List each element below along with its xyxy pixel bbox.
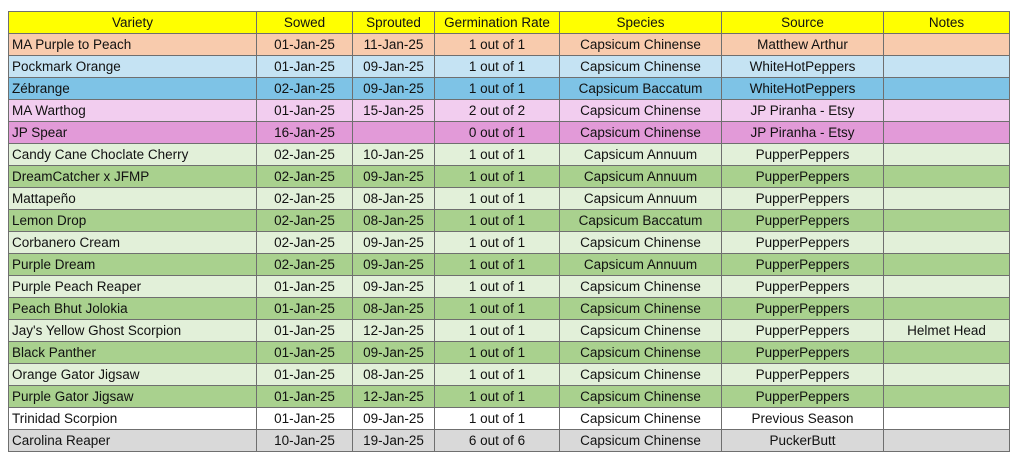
table-row — [9, 408, 1010, 430]
sprouted-cell[interactable]: 12-Jan-25 — [353, 386, 435, 408]
notes-cell[interactable] — [884, 34, 1010, 56]
sowed-cell[interactable]: 02-Jan-25 — [257, 144, 353, 166]
sowed-cell[interactable]: 01-Jan-25 — [257, 364, 353, 386]
sprouted-cell[interactable]: 09-Jan-25 — [353, 276, 435, 298]
germination-rate-cell[interactable]: 1 out of 1 — [435, 166, 560, 188]
table-row — [9, 144, 1010, 166]
species-cell[interactable]: Capsicum Chinense — [560, 122, 722, 144]
sowed-cell[interactable]: 02-Jan-25 — [257, 254, 353, 276]
sprouted-cell[interactable] — [353, 122, 435, 144]
notes-cell[interactable] — [884, 100, 1010, 122]
header-sprouted[interactable]: Sprouted — [353, 12, 435, 34]
variety-cell[interactable]: MA Purple to Peach — [9, 34, 257, 56]
source-cell[interactable]: Previous Season — [722, 408, 884, 430]
variety-cell[interactable]: Jay's Yellow Ghost Scorpion — [9, 320, 257, 342]
germination-rate-cell[interactable]: 2 out of 2 — [435, 100, 560, 122]
sprouted-cell[interactable]: 08-Jan-25 — [353, 188, 435, 210]
header-sowed[interactable]: Sowed — [257, 12, 353, 34]
notes-cell[interactable] — [884, 210, 1010, 232]
species-cell[interactable]: Capsicum Chinense — [560, 364, 722, 386]
sprouted-cell[interactable]: 09-Jan-25 — [353, 342, 435, 364]
sprouted-cell[interactable]: 09-Jan-25 — [353, 78, 435, 100]
table-row — [9, 100, 1010, 122]
species-cell[interactable]: Capsicum Chinense — [560, 320, 722, 342]
notes-cell[interactable] — [884, 122, 1010, 144]
sowed-cell[interactable]: 02-Jan-25 — [257, 166, 353, 188]
notes-cell[interactable] — [884, 276, 1010, 298]
variety-cell[interactable]: Mattapeño — [9, 188, 257, 210]
notes-cell[interactable] — [884, 342, 1010, 364]
source-cell[interactable]: Matthew Arthur — [722, 34, 884, 56]
notes-cell[interactable] — [884, 386, 1010, 408]
species-cell[interactable]: Capsicum Chinense — [560, 56, 722, 78]
species-cell[interactable]: Capsicum Chinense — [560, 408, 722, 430]
sprouted-cell[interactable]: 19-Jan-25 — [353, 430, 435, 452]
header-variety[interactable]: Variety — [9, 12, 257, 34]
sowed-cell[interactable]: 01-Jan-25 — [257, 56, 353, 78]
variety-cell[interactable]: MA Warthog — [9, 100, 257, 122]
germination-rate-cell[interactable]: 1 out of 1 — [435, 232, 560, 254]
source-cell[interactable]: PuckerButt — [722, 430, 884, 452]
germination-rate-cell[interactable]: 1 out of 1 — [435, 188, 560, 210]
header-germination-rate[interactable]: Germination Rate — [435, 12, 560, 34]
sowed-cell[interactable]: 16-Jan-25 — [257, 122, 353, 144]
source-cell[interactable]: PupperPeppers — [722, 166, 884, 188]
table-row — [9, 430, 1010, 452]
notes-cell[interactable] — [884, 254, 1010, 276]
species-cell[interactable]: Capsicum Chinense — [560, 276, 722, 298]
species-cell[interactable]: Capsicum Baccatum — [560, 78, 722, 100]
variety-cell[interactable]: Trinidad Scorpion — [9, 408, 257, 430]
germination-rate-cell[interactable]: 1 out of 1 — [435, 78, 560, 100]
germination-rate-cell[interactable]: 1 out of 1 — [435, 144, 560, 166]
source-cell[interactable]: PupperPeppers — [722, 188, 884, 210]
sowed-cell[interactable]: 02-Jan-25 — [257, 232, 353, 254]
source-cell[interactable]: PupperPeppers — [722, 232, 884, 254]
species-cell[interactable]: Capsicum Annuum — [560, 188, 722, 210]
germination-rate-cell[interactable]: 1 out of 1 — [435, 342, 560, 364]
table-row — [9, 56, 1010, 78]
header-species[interactable]: Species — [560, 12, 722, 34]
source-cell[interactable]: PupperPeppers — [722, 364, 884, 386]
sowed-cell[interactable]: 01-Jan-25 — [257, 342, 353, 364]
variety-cell[interactable]: Corbanero Cream — [9, 232, 257, 254]
germination-rate-cell[interactable]: 1 out of 1 — [435, 386, 560, 408]
source-cell[interactable]: PupperPeppers — [722, 144, 884, 166]
sowed-cell[interactable]: 01-Jan-25 — [257, 298, 353, 320]
variety-cell[interactable]: DreamCatcher x JFMP — [9, 166, 257, 188]
germination-rate-cell[interactable]: 1 out of 1 — [435, 298, 560, 320]
source-cell[interactable]: PupperPeppers — [722, 320, 884, 342]
table-row — [9, 122, 1010, 144]
germination-rate-cell[interactable]: 1 out of 1 — [435, 254, 560, 276]
notes-cell[interactable]: Helmet Head — [884, 320, 1010, 342]
variety-cell[interactable]: Carolina Reaper — [9, 430, 257, 452]
species-cell[interactable]: Capsicum Baccatum — [560, 210, 722, 232]
sowed-cell[interactable]: 01-Jan-25 — [257, 276, 353, 298]
variety-cell[interactable]: Purple Peach Reaper — [9, 276, 257, 298]
sprouted-cell[interactable]: 08-Jan-25 — [353, 298, 435, 320]
variety-cell[interactable]: Purple Dream — [9, 254, 257, 276]
species-cell[interactable]: Capsicum Chinense — [560, 232, 722, 254]
species-cell[interactable]: Capsicum Chinense — [560, 100, 722, 122]
notes-cell[interactable] — [884, 78, 1010, 100]
source-cell[interactable]: PupperPeppers — [722, 254, 884, 276]
source-cell[interactable]: PupperPeppers — [722, 386, 884, 408]
germination-rate-cell[interactable]: 1 out of 1 — [435, 56, 560, 78]
table-row — [9, 34, 1010, 56]
sprouted-cell[interactable]: 09-Jan-25 — [353, 232, 435, 254]
source-cell[interactable]: PupperPeppers — [722, 298, 884, 320]
sprouted-cell[interactable]: 15-Jan-25 — [353, 100, 435, 122]
sprouted-cell[interactable]: 09-Jan-25 — [353, 408, 435, 430]
sowed-cell[interactable]: 01-Jan-25 — [257, 320, 353, 342]
table-row — [9, 166, 1010, 188]
table-row — [9, 364, 1010, 386]
notes-cell[interactable] — [884, 56, 1010, 78]
notes-cell[interactable] — [884, 298, 1010, 320]
sowed-cell[interactable]: 01-Jan-25 — [257, 408, 353, 430]
sprouted-cell[interactable]: 12-Jan-25 — [353, 320, 435, 342]
germination-rate-cell[interactable]: 0 out of 1 — [435, 122, 560, 144]
germination-rate-cell[interactable]: 1 out of 1 — [435, 320, 560, 342]
sowed-cell[interactable]: 10-Jan-25 — [257, 430, 353, 452]
sowed-cell[interactable]: 01-Jan-25 — [257, 100, 353, 122]
variety-cell[interactable]: Orange Gator Jigsaw — [9, 364, 257, 386]
sprouted-cell[interactable]: 08-Jan-25 — [353, 210, 435, 232]
species-cell[interactable]: Capsicum Chinense — [560, 342, 722, 364]
species-cell[interactable]: Capsicum Chinense — [560, 430, 722, 452]
notes-cell[interactable] — [884, 430, 1010, 452]
table-row — [9, 320, 1010, 342]
table-row — [9, 298, 1010, 320]
table-row — [9, 78, 1010, 100]
source-cell[interactable]: JP Piranha - Etsy — [722, 122, 884, 144]
notes-cell[interactable] — [884, 408, 1010, 430]
variety-cell[interactable]: Candy Cane Choclate Cherry — [9, 144, 257, 166]
germination-rate-cell[interactable]: 6 out of 6 — [435, 430, 560, 452]
sowed-cell[interactable]: 02-Jan-25 — [257, 188, 353, 210]
sowed-cell[interactable]: 02-Jan-25 — [257, 78, 353, 100]
germination-rate-cell[interactable]: 1 out of 1 — [435, 276, 560, 298]
species-cell[interactable]: Capsicum Annuum — [560, 166, 722, 188]
sowed-cell[interactable]: 01-Jan-25 — [257, 386, 353, 408]
variety-cell[interactable]: Peach Bhut Jolokia — [9, 298, 257, 320]
header-source[interactable]: Source — [722, 12, 884, 34]
notes-cell[interactable] — [884, 364, 1010, 386]
sprouted-cell[interactable]: 09-Jan-25 — [353, 56, 435, 78]
germination-rate-cell[interactable]: 1 out of 1 — [435, 210, 560, 232]
species-cell[interactable]: Capsicum Chinense — [560, 298, 722, 320]
source-cell[interactable]: WhiteHotPeppers — [722, 78, 884, 100]
source-cell[interactable]: PupperPeppers — [722, 210, 884, 232]
sprouted-cell[interactable]: 09-Jan-25 — [353, 254, 435, 276]
variety-cell[interactable]: Lemon Drop — [9, 210, 257, 232]
table-row — [9, 386, 1010, 408]
variety-cell[interactable]: Zébrange — [9, 78, 257, 100]
variety-cell[interactable]: Black Panther — [9, 342, 257, 364]
table-row — [9, 188, 1010, 210]
variety-cell[interactable]: JP Spear — [9, 122, 257, 144]
notes-cell[interactable] — [884, 144, 1010, 166]
source-cell[interactable]: JP Piranha - Etsy — [722, 100, 884, 122]
species-cell[interactable]: Capsicum Chinense — [560, 34, 722, 56]
table-row — [9, 254, 1010, 276]
species-cell[interactable]: Capsicum Chinense — [560, 386, 722, 408]
variety-cell[interactable]: Pockmark Orange — [9, 56, 257, 78]
species-cell[interactable]: Capsicum Annuum — [560, 144, 722, 166]
variety-cell[interactable]: Purple Gator Jigsaw — [9, 386, 257, 408]
germination-rate-cell[interactable]: 1 out of 1 — [435, 34, 560, 56]
sprouted-cell[interactable]: 09-Jan-25 — [353, 166, 435, 188]
sprouted-cell[interactable]: 10-Jan-25 — [353, 144, 435, 166]
sprouted-cell[interactable]: 08-Jan-25 — [353, 364, 435, 386]
germination-table — [8, 11, 1010, 452]
table-row — [9, 342, 1010, 364]
notes-cell[interactable] — [884, 166, 1010, 188]
header-notes[interactable]: Notes — [884, 12, 1010, 34]
sowed-cell[interactable]: 02-Jan-25 — [257, 210, 353, 232]
species-cell[interactable]: Capsicum Annuum — [560, 254, 722, 276]
germination-rate-cell[interactable]: 1 out of 1 — [435, 408, 560, 430]
table-row — [9, 232, 1010, 254]
notes-cell[interactable] — [884, 188, 1010, 210]
source-cell[interactable]: PupperPeppers — [722, 342, 884, 364]
source-cell[interactable]: PupperPeppers — [722, 276, 884, 298]
table-row — [9, 210, 1010, 232]
source-cell[interactable]: WhiteHotPeppers — [722, 56, 884, 78]
sowed-cell[interactable]: 01-Jan-25 — [257, 34, 353, 56]
header-row — [9, 12, 1010, 34]
table-row — [9, 276, 1010, 298]
germination-rate-cell[interactable]: 1 out of 1 — [435, 364, 560, 386]
notes-cell[interactable] — [884, 232, 1010, 254]
sprouted-cell[interactable]: 11-Jan-25 — [353, 34, 435, 56]
